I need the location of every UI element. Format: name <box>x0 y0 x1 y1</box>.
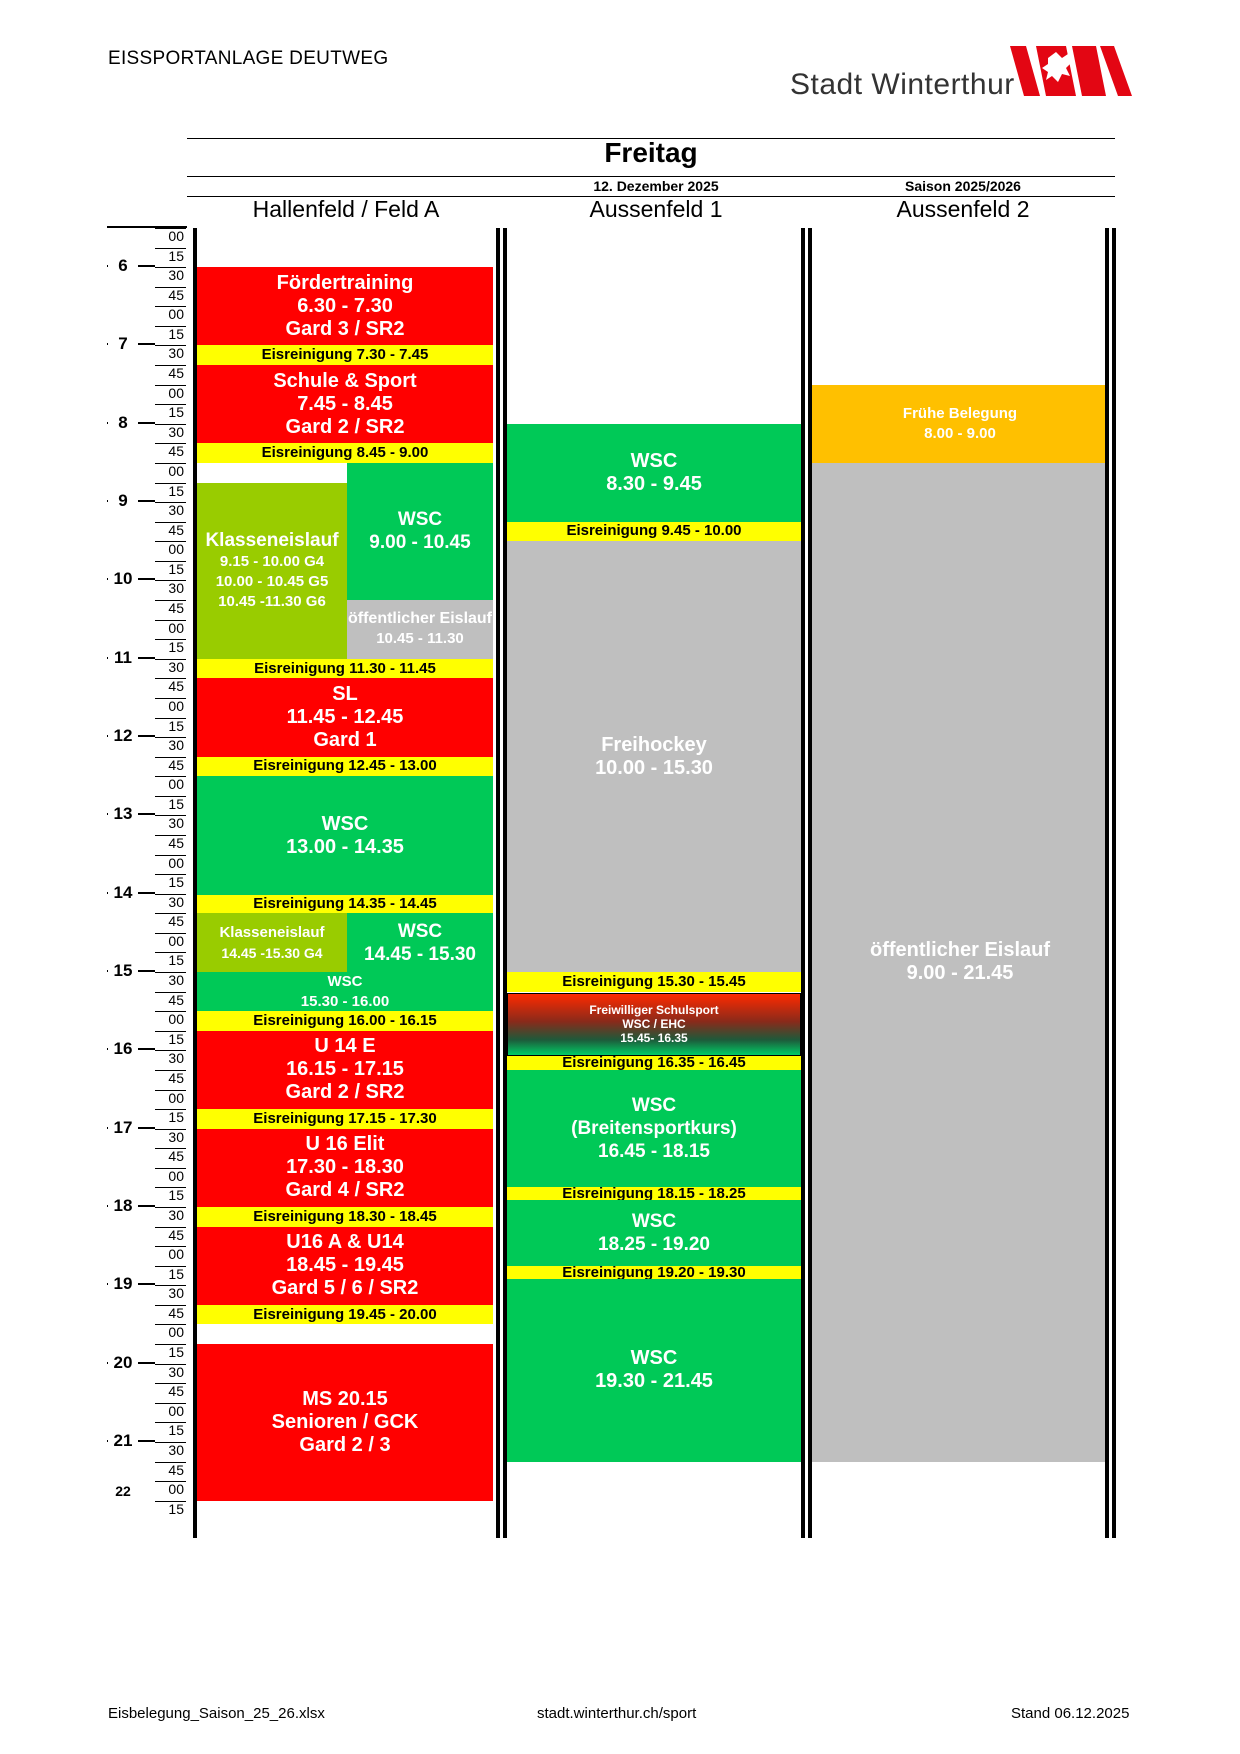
booking-text: 10.00 - 10.45 G5 <box>215 573 329 591</box>
booking-text: 9.15 - 10.00 G4 <box>219 553 325 571</box>
minute-label: 15 <box>168 795 184 812</box>
minute-gridline <box>155 1011 186 1012</box>
minute-gridline <box>155 248 186 249</box>
booking-text: 19.30 - 21.45 <box>595 1370 713 1393</box>
booking-text: 6.30 - 7.30 <box>297 294 393 317</box>
minute-label: 15 <box>168 482 184 499</box>
minute-label: 00 <box>168 1402 184 1419</box>
minute-label: 15 <box>168 1422 184 1439</box>
minute-label: 45 <box>168 756 184 773</box>
minute-label: 30 <box>168 658 184 675</box>
column-border <box>801 228 805 1538</box>
booking-text: Gard 4 / SR2 <box>285 1179 405 1202</box>
booking-block <box>507 1200 801 1266</box>
minute-label: 30 <box>168 1050 184 1067</box>
booking-text: 7.45 - 8.45 <box>297 392 393 415</box>
booking-block <box>197 267 493 345</box>
minute-gridline <box>155 1383 186 1384</box>
hour-label: 8 <box>108 415 138 431</box>
minute-gridline <box>155 463 186 464</box>
minute-gridline <box>155 815 186 816</box>
ice-cleaning-slot <box>507 1187 801 1200</box>
column-border <box>1112 228 1116 1538</box>
booking-text: 9.00 - 21.45 <box>906 962 1014 985</box>
column-header-aussenfeld-1: Aussenfeld 1 <box>589 196 723 222</box>
minute-label: 30 <box>168 1128 184 1145</box>
booking-text: MS 20.15 <box>302 1387 388 1410</box>
minute-label: 00 <box>168 697 184 714</box>
booking-text: U 16 Elit <box>305 1133 385 1156</box>
minute-label: 45 <box>168 443 184 460</box>
minute-label: 15 <box>168 404 184 421</box>
booking-text: 17.30 - 18.30 <box>286 1156 404 1179</box>
booking-text: Eisreinigung 11.30 - 11.45 <box>254 659 436 677</box>
minute-label: 15 <box>168 1109 184 1126</box>
minute-gridline <box>155 1422 186 1423</box>
booking-text: Eisreinigung 17.15 - 17.30 <box>253 1109 437 1127</box>
minute-label: 00 <box>168 776 184 793</box>
minute-label: 45 <box>168 1069 184 1086</box>
minute-label: 45 <box>168 991 184 1008</box>
minute-gridline <box>155 385 186 386</box>
minute-label: 30 <box>168 972 184 989</box>
minute-gridline <box>155 1305 186 1306</box>
booking-text: (Breitensportkurs) <box>571 1118 737 1140</box>
day-title: Freitag <box>604 137 698 168</box>
ice-cleaning-slot <box>197 345 493 365</box>
minute-label: 00 <box>168 1324 184 1341</box>
booking-text: 15.45- 16.35 <box>620 1031 688 1046</box>
minute-label: 45 <box>168 365 184 382</box>
minute-label: 00 <box>168 541 184 558</box>
minute-gridline <box>155 1344 186 1345</box>
ice-cleaning-slot <box>197 1305 493 1325</box>
booking-text: SL <box>332 682 358 705</box>
minute-label: 00 <box>168 1089 184 1106</box>
booking-block <box>347 600 493 659</box>
minute-gridline <box>155 443 186 444</box>
hour-label: 9 <box>108 493 138 509</box>
minute-label: 30 <box>168 423 184 440</box>
booking-block <box>197 365 493 443</box>
ice-cleaning-slot <box>507 1056 801 1070</box>
booking-text: 8.00 - 9.00 <box>924 424 996 442</box>
minute-gridline <box>155 1207 186 1208</box>
booking-text: öffentlicher Eislauf <box>347 610 493 628</box>
minute-label: 15 <box>168 247 184 264</box>
hour-label: 6 <box>108 258 138 274</box>
booking-text: WSC <box>630 1347 678 1370</box>
booking-block <box>347 463 493 600</box>
minute-label: 00 <box>168 1011 184 1028</box>
minute-label: 00 <box>168 1167 184 1184</box>
minute-label: 30 <box>168 1363 184 1380</box>
minute-gridline <box>155 345 186 346</box>
ice-cleaning-slot <box>197 1109 493 1129</box>
minute-label: 45 <box>168 834 184 851</box>
booking-text: Eisreinigung 8.45 - 9.00 <box>261 444 429 462</box>
booking-text: Eisreinigung 7.30 - 7.45 <box>261 346 429 364</box>
minute-gridline <box>155 659 186 660</box>
minute-label: 00 <box>168 462 184 479</box>
minute-label: 30 <box>168 502 184 519</box>
booking-block <box>507 424 801 522</box>
booking-text: Klasseneislauf <box>219 923 325 941</box>
column-border <box>1105 228 1109 1538</box>
minute-label: 30 <box>168 815 184 832</box>
column-border <box>193 228 197 1538</box>
hour-label: 7 <box>108 336 138 352</box>
booking-text: WSC <box>631 1210 677 1232</box>
ice-cleaning-slot <box>197 1207 493 1227</box>
minute-label: 15 <box>168 325 184 342</box>
minute-gridline <box>155 874 186 875</box>
minute-gridline <box>155 1266 186 1267</box>
minute-label: 30 <box>168 893 184 910</box>
minute-label: 30 <box>168 580 184 597</box>
booking-text: 11.45 - 12.45 <box>286 705 404 728</box>
header-rule-mid <box>187 176 1115 177</box>
minute-gridline <box>155 561 186 562</box>
minute-gridline <box>155 913 186 914</box>
minute-label: 00 <box>168 619 184 636</box>
ice-cleaning-slot <box>507 522 801 542</box>
minute-label: 00 <box>168 1246 184 1263</box>
booking-text: Eisreinigung 16.00 - 16.15 <box>253 1011 437 1029</box>
booking-text: 16.45 - 18.15 <box>598 1141 710 1163</box>
minute-gridline <box>155 1501 186 1502</box>
minute-gridline <box>155 933 186 934</box>
minute-label: 45 <box>168 1383 184 1400</box>
booking-text: Klasseneislauf <box>205 530 339 552</box>
minute-gridline <box>155 287 186 288</box>
booking-text: Eisreinigung 12.45 - 13.00 <box>253 757 437 775</box>
booking-text: 10.45 - 11.30 <box>376 630 464 648</box>
minute-gridline <box>155 1187 186 1188</box>
site-title: EISSPORTANLAGE DEUTWEG <box>108 48 389 69</box>
minute-label: 15 <box>168 717 184 734</box>
hour-label: 10 <box>108 571 138 587</box>
minute-label: 30 <box>168 1285 184 1302</box>
booking-block <box>197 678 493 756</box>
minute-gridline <box>155 1168 186 1169</box>
booking-text: 10.00 - 15.30 <box>595 756 713 779</box>
booking-text: Frühe Belegung <box>902 404 1018 422</box>
booking-text: Gard 2 / SR2 <box>285 1081 405 1104</box>
booking-text: 9.00 - 10.45 <box>369 532 471 554</box>
booking-text: öffentlicher Eislauf <box>869 939 1051 962</box>
booking-text: Eisreinigung 19.20 - 19.30 <box>562 1265 746 1280</box>
booking-text: Eisreinigung 9.45 - 10.00 <box>566 522 742 540</box>
minute-label: 15 <box>168 560 184 577</box>
minute-label: 15 <box>168 1187 184 1204</box>
hour-label: 11 <box>108 650 138 666</box>
footer-file: Eisbelegung_Saison_25_26.xlsx <box>108 1705 325 1722</box>
booking-text: 18.25 - 19.20 <box>598 1233 710 1255</box>
booking-block <box>507 993 801 1057</box>
footer-url[interactable]: stadt.winterthur.ch/sport <box>537 1705 697 1722</box>
booking-block <box>812 385 1108 463</box>
booking-block <box>507 1279 801 1461</box>
minute-gridline <box>155 1031 186 1032</box>
booking-text: U16 A & U14 <box>286 1231 404 1254</box>
hour-label: 13 <box>108 806 138 822</box>
booking-text: Gard 5 / 6 / SR2 <box>271 1277 419 1300</box>
minute-label: 15 <box>168 1265 184 1282</box>
hour-label: 21 <box>108 1433 138 1449</box>
column-header-feld-a: Hallenfeld / Feld A <box>252 196 440 222</box>
minute-gridline <box>155 1403 186 1404</box>
booking-text: 10.45 -11.30 G6 <box>218 593 326 611</box>
column-header-aussenfeld-2: Aussenfeld 2 <box>896 196 1030 222</box>
minute-gridline <box>155 1109 186 1110</box>
booking-text: Schule & Sport <box>273 369 417 392</box>
booking-block <box>197 972 493 1011</box>
minute-label: 15 <box>168 1500 184 1517</box>
ice-cleaning-slot <box>197 659 493 679</box>
booking-text: WSC / EHC <box>622 1017 686 1032</box>
booking-text: Eisreinigung 19.45 - 20.00 <box>253 1305 437 1323</box>
booking-block <box>197 1227 493 1305</box>
minute-label: 00 <box>168 854 184 871</box>
booking-text: Eisreinigung 15.30 - 15.45 <box>562 972 746 990</box>
minute-label: 30 <box>168 267 184 284</box>
minute-gridline <box>155 580 186 581</box>
column-border <box>503 228 507 1538</box>
axis-top-rule <box>107 226 187 228</box>
booking-text: WSC <box>631 1095 677 1117</box>
booking-text: Gard 1 <box>313 728 377 751</box>
hour-label: 12 <box>108 728 138 744</box>
minute-label: 45 <box>168 1304 184 1321</box>
hour-label: 16 <box>108 1041 138 1057</box>
booking-text: Gard 2 / 3 <box>299 1433 391 1456</box>
minute-gridline <box>155 757 186 758</box>
booking-text: Senioren / GCK <box>271 1410 419 1433</box>
hour-label: 17 <box>108 1120 138 1136</box>
booking-text: WSC <box>630 449 678 472</box>
minute-gridline <box>155 639 186 640</box>
minute-gridline <box>155 1129 186 1130</box>
booking-text: Eisreinigung 16.35 - 16.45 <box>562 1056 746 1070</box>
booking-text: Freiwilliger Schulsport <box>589 1003 719 1018</box>
minute-gridline <box>155 541 186 542</box>
minute-label: 45 <box>168 600 184 617</box>
minute-label: 45 <box>168 1461 184 1478</box>
hour-label: 15 <box>108 963 138 979</box>
booking-text: 15.30 - 16.00 <box>300 992 390 1010</box>
booking-text: 14.45 -15.30 G4 <box>221 944 323 961</box>
minute-label: 30 <box>168 345 184 362</box>
minute-gridline <box>155 522 186 523</box>
ice-cleaning-slot <box>197 757 493 777</box>
booking-text: Fördertraining <box>276 271 414 294</box>
minute-gridline <box>155 267 186 268</box>
minute-gridline <box>155 992 186 993</box>
minute-gridline <box>155 776 186 777</box>
minute-label: 45 <box>168 286 184 303</box>
booking-text: Eisreinigung 14.35 - 14.45 <box>253 895 437 913</box>
minute-label: 30 <box>168 1441 184 1458</box>
ice-cleaning-slot <box>197 443 493 463</box>
booking-text: 14.45 - 15.30 <box>364 943 476 965</box>
hour-label: 19 <box>108 1276 138 1292</box>
minute-gridline <box>155 1442 186 1443</box>
minute-label: 00 <box>168 384 184 401</box>
booking-block <box>812 463 1108 1462</box>
booking-text: WSC <box>327 972 363 990</box>
minute-label: 00 <box>168 228 184 244</box>
minute-gridline <box>155 894 186 895</box>
minute-gridline <box>155 1227 186 1228</box>
booking-block <box>507 1070 801 1187</box>
hour-label: 22 <box>108 1483 138 1499</box>
hour-label: 14 <box>108 885 138 901</box>
minute-gridline <box>155 678 186 679</box>
minute-gridline <box>155 835 186 836</box>
booking-block <box>197 483 347 659</box>
minute-gridline <box>155 1090 186 1091</box>
booking-text: WSC <box>397 920 443 942</box>
booking-text: Eisreinigung 18.15 - 18.25 <box>562 1187 746 1200</box>
booking-block <box>197 776 493 895</box>
minute-gridline <box>155 1070 186 1071</box>
minute-gridline <box>155 1324 186 1325</box>
booking-block <box>197 913 347 972</box>
minute-gridline <box>155 796 186 797</box>
booking-text: 8.30 - 9.45 <box>606 472 702 495</box>
minute-gridline <box>155 855 186 856</box>
minute-label: 15 <box>168 1344 184 1361</box>
booking-text: WSC <box>397 509 443 531</box>
minute-label: 15 <box>168 1030 184 1047</box>
minute-label: 30 <box>168 1207 184 1223</box>
minute-label: 15 <box>168 639 184 656</box>
minute-gridline <box>155 698 186 699</box>
booking-text: U 14 E <box>314 1035 376 1058</box>
hour-label: 20 <box>108 1355 138 1371</box>
minute-gridline <box>155 502 186 503</box>
minute-gridline <box>155 972 186 973</box>
date-label: 12. Dezember 2025 <box>593 178 719 194</box>
minute-label: 15 <box>168 952 184 969</box>
season-label: Saison 2025/2026 <box>905 178 1021 194</box>
booking-block <box>507 541 801 972</box>
minute-gridline <box>155 483 186 484</box>
column-border <box>808 228 812 1538</box>
minute-gridline <box>155 718 186 719</box>
minute-gridline <box>155 1050 186 1051</box>
minute-label: 00 <box>168 1481 184 1498</box>
minute-label: 15 <box>168 874 184 891</box>
logo-text: Stadt Winterthur <box>790 68 1015 101</box>
minute-gridline <box>155 620 186 621</box>
minute-gridline <box>155 306 186 307</box>
minute-gridline <box>155 365 186 366</box>
booking-block <box>197 1129 493 1207</box>
booking-text: Freihockey <box>601 733 707 756</box>
minute-gridline <box>155 326 186 327</box>
booking-block <box>197 1344 493 1501</box>
minute-gridline <box>155 952 186 953</box>
footer-stand: Stand 06.12.2025 <box>1011 1705 1130 1722</box>
minute-gridline <box>155 1462 186 1463</box>
minute-gridline <box>155 1481 186 1482</box>
minute-gridline <box>155 424 186 425</box>
minute-label: 45 <box>168 1148 184 1165</box>
booking-text: Gard 3 / SR2 <box>285 317 405 340</box>
minute-gridline <box>155 1246 186 1247</box>
ice-cleaning-slot <box>197 1011 493 1031</box>
minute-label: 45 <box>168 678 184 695</box>
ice-cleaning-slot <box>507 972 801 992</box>
minute-label: 30 <box>168 737 184 754</box>
minute-label: 45 <box>168 913 184 930</box>
minute-gridline <box>155 404 186 405</box>
minute-gridline <box>155 1364 186 1365</box>
booking-text: Eisreinigung 18.30 - 18.45 <box>253 1207 437 1225</box>
minute-label: 45 <box>168 1226 184 1243</box>
hour-label: 18 <box>108 1198 138 1214</box>
minute-label: 45 <box>168 521 184 538</box>
column-border <box>496 228 500 1538</box>
booking-text: Gard 2 / SR2 <box>285 415 405 438</box>
ice-cleaning-slot <box>507 1266 801 1280</box>
minute-gridline <box>155 1148 186 1149</box>
minute-gridline <box>155 737 186 738</box>
minute-gridline <box>155 1285 186 1286</box>
winterthur-logo-icon <box>1010 44 1132 98</box>
booking-text: 16.15 - 17.15 <box>286 1058 404 1081</box>
minute-label: 00 <box>168 932 184 949</box>
minute-gridline <box>155 228 186 229</box>
ice-cleaning-slot <box>197 895 493 913</box>
minute-label: 00 <box>168 306 184 323</box>
booking-block <box>347 913 493 972</box>
minute-gridline <box>155 600 186 601</box>
booking-text: WSC <box>321 812 369 835</box>
booking-block <box>197 1031 493 1109</box>
booking-text: 18.45 - 19.45 <box>286 1254 404 1277</box>
booking-text: 13.00 - 14.35 <box>286 835 404 858</box>
